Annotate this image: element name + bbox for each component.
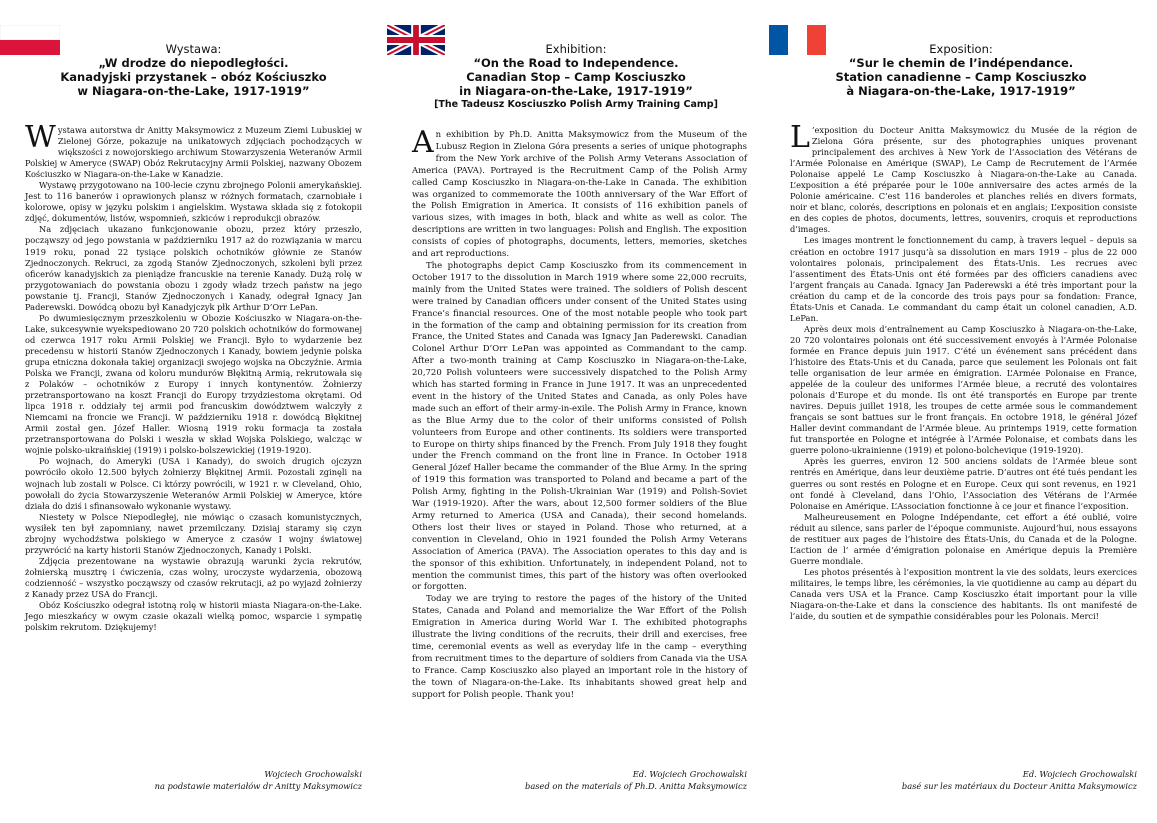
english-title-line-3: in Niagara-on-the-Lake, 1917-1919” — [459, 84, 693, 98]
french-paragraph: Les photos présentés à l’exposition montrent la vie des soldats, leurs exercices militaires, le temps libre, les cérémonies, la vie quotidienne au camp au départ du Canada vers USA et la France. Camp Kosciuszko était important pour la ville Niagara-on-the-Lake et dans la conscience des habitants. Ils ont manifesté de l’aide, du soutien et de sympathie considérables pour les Polonais. Merci! — [790, 566, 1137, 622]
polish-paragraph: Wystawa autorstwa dr Anitty Maksymowicz z Muzeum Ziemi Lubuskiej w Zielonej Górze, pokazuje na unikatowych zdjęciach pochodzących w większości z nowojorskiego archiwum Stowarzyszenia Weteranów Armii Polskiej w Ameryce (SWAP) Obóz Rekrutacyjny Armii Polskiej, nazwany Obozem Kościuszko w Niagara-on-the-Lake w Kanadzie. — [25, 120, 362, 180]
french-column — [765, 0, 1157, 823]
signature-author: Ed. Wojciech Grochowalski — [632, 769, 747, 779]
polish-paragraph: Po wojnach, do Ameryki (USA i Kanady), do swoich drugich ojczyzn powróciło około 12.500 byłych żołnierzy Błękitnej Armii. Pozostali zginęli na wojnach lub zostali w Polsce. Ci którzy powrócili, w 1921 r. w Cleveland, Ohio, powołali do życia Stowarzyszenie Weteranów Armii Polskiej w Ameryce, które działa do dziś i sfinansowało wykonanie wystawy. — [25, 456, 362, 511]
signature-author: Wojciech Grochowalski — [264, 769, 362, 779]
french-title-line-2: Station canadienne – Camp Kosciuszko — [835, 70, 1087, 84]
english-paragraph: Today we are trying to restore the pages of the history of the United States, Canada and Poland and memorialize the War Effort of the Polish Emigration in America during World War I. The exhibited photographs illustrate the living conditions of the recruits, their drill and exercises, free time, ceremonial events as well as everyday life in the camp – everything from recruitment times to the departure of soldiers from Canada via the USA to France. Camp Kosciuszko also played an important role in the history of the town of Niagara-on-the-Lake. Its inhabitants showed great help and support for Polish people. Thank you! — [412, 594, 747, 700]
polish-title-line-1: „W drodze do niepodległości. — [98, 56, 289, 70]
drop-cap: A — [412, 125, 434, 160]
drop-cap: L — [790, 120, 810, 155]
english-title-line-2: Canadian Stop – Camp Kosciuszko — [466, 70, 686, 84]
polish-title-line-2: Kanadyjski przystanek – obóz Kościuszko — [60, 70, 327, 84]
signature-note: basé sur les matériaux du Docteur Anitta Maksymowicz — [901, 781, 1137, 791]
french-paragraph: Après deux mois d’entraînement au Camp Kosciuszko à Niagara-on-the-Lake, 20 720 volontaires polonais ont été successivement envoyés à l’Armée Polonaise formée en France depuis juin 1917. C’été un événement sans précédent dans l’histoire des États-Unis et du Canada, parce que seulement les Polonais ont fait telle organisation de leur armée en émigration. L’Armée Polonaise en France, appelée de la couleur des uniformes l’Armée bleue, a recruté des volontaires polonais d’Europe et du monde. Ils ont été transportés en Europe par trente navires. Depuis juillet 1918, les troupes de cette armée sous le commandement français se sont battues sur le front français. En octobre 1918, le général Józef Haller devint commandant de l’Armée bleue. Au printemps 1919, cette formation fut transportée en Pologne et intégrée à l’Armée Polonaise, et combats dans les guerre polono-ukrainienne (1919) et polono-bolchevique (1919-1920). — [790, 323, 1137, 456]
polish-paragraph: Zdjęcia prezentowane na wystawie obrazują warunki życia rekrutów, żołnierską musztrę i ćwiczenia, czas wolny, uroczyste wydarzenia, obozową codzienność – wszystko począwszy od czasów rekrutacji, aż po wyjazd żołnierzy z Kanady przez USA do Francji. — [25, 555, 362, 599]
english-exhibition-label: Exhibition: — [545, 42, 607, 56]
polish-paragraph: Na zdjęciach ukazano funkcjonowanie obozu, przez który przeszło, począwszy od jego powstania w październiku 1917 aż do rozwiązania w marcu 1919 roku, ponad 22 tysiące polskich ochotników głównie ze Stanów Zjednoczonych. Rekruci, za zgodą Stanów Zjednoczonych, szkoleni byli przez oficerów kanadyjskich za pieniądze francuskie na terenie Kanady. Dużą rolę w przygotowaniach do powstania obozu i zgody władz trzech państw na jego powstanie tj. Francji, Stanów Zjednoczonych i Kanady, odegrał Ignacy Jan Paderewski. Dowódcą obozu był Kanadyjczyk płk Arthur D’Orr LePan. — [25, 224, 362, 312]
english-signature — [412, 768, 747, 792]
signature-author: Ed. Wojciech Grochowalski — [1022, 769, 1137, 779]
polish-paragraph: Wystawę przygotowano na 100-lecie czynu zbrojnego Polonii amerykańskiej. Jest to 116 banerów i oprawionych plansz w różnych formatach, czarnobiałe i kolorowe, opisy w języku polskim i angielskim. Wystawa składa się z fotokopii zdjęć, dokumentów, listów, wspomnień, szkiców i reprodukcji obrazów. — [25, 180, 362, 224]
english-column — [387, 0, 765, 823]
english-paragraph: The photographs depict Camp Kosciuszko from its commencement in October 1917 to the dissolution in March 1919 where some 22,000 recruits, mainly from the United States were trained. The soldiers of Polish descent were trained by Canadian officers under consent of the United States using France’s financial resources. One of the most notable people who took part in the formation of the camp and obtaining permission for its creation from France, the United States and Canada was Ignacy Jan Paderewski. Canadian Colonel Arthur D’Orr LePan was appointed as Commandant to the camp. After a two-month training at Camp Kosciuszko in Niagara-on-the-Lake, 20,720 Polish volunteers were successively dispatched to the Polish Army which has started forming in France in June 1917. It was an unprecedented event in the history of the United States and Canada, as only Poles have made such an effort of their army-in-exile. The Polish Army in France, known as the Blue Army due to the color of their uniforms consisted of Polish volunteers from Europe and other continents. Its soldiers were transported to Europe on thirty ships financed by the French. From July 1918 they fought under the French command on the front line in France. In October 1918 General Józef Haller became the commander of the Blue Army. In the spring of 1919 this formation was transported to Poland and became a part of the Polish Army, fighting in the Polish-Ukrainian War (1919) and Polish-Soviet War (1919-1920). After the wars, about 12,500 former soldiers of the Blue Army returned to America (USA and Canada), their second homelands. Others lost their lives or stayed in Poland. Those who returned, at a convention in Cleveland, Ohio in 1921 founded the Polish Army Veterans Association of America (PAVA). The Association operates to this day and is the sponsor of this exhibition. Unfortunately, in independent Poland, not to mention the communist times, this part of the history was often overlooked or forgotten. — [412, 260, 747, 593]
polish-column — [0, 0, 387, 823]
polish-title-line-3: w Niagara-on-the-Lake, 1917-1919” — [77, 84, 310, 98]
french-title-line-3: à Niagara-on-the-Lake, 1917-1919” — [846, 84, 1076, 98]
french-paragraph: Les images montrent le fonctionnement du camp, à travers lequel – depuis sa création en octobre 1917 jusqu’à sa dissolution en mars 1919 – plus de 22 000 volontaires polonais, principalement des États-Unis. Les recrues avec l’assentiment des États-Unis ont été formées par des officiers canadiens avec l’argent français au Canada. Ignacy Jan Paderewski a été très important pour la création du camp et de la concorde des trois pays pour sa fondation: France, États-Unis et Canada. Le commandant du camp était un colonel canadien, A.D. LePan. — [790, 235, 1137, 323]
french-signature — [790, 768, 1137, 792]
drop-cap: W — [25, 120, 56, 155]
polish-heading — [0, 42, 387, 98]
french-paragraph: Malheureusement en Pologne Indépendante, cet effort a été oublié, voire réduit au silence, sans parler de l’époque communiste. Aujourd’hui, nous essayons de restituer aux pages de l’histoire des États-Unis, du Canada et de la Pologne. L’action de l’ armée d’émigration polonaise en Amérique depuis la Première Guerre mondiale. — [790, 511, 1137, 566]
english-title-line-1: “On the Road to Independence. — [473, 56, 679, 70]
french-paragraph: Après les guerres, environ 12 500 anciens soldats de l’Armée bleue sont rentrés en Amérique, dans leur deuxième patrie. D’autres ont été tués pendant les guerres ou sont restés en Pologne et en Europe. Ceux qui sont revenus, en 1921 ont fondé à Cleveland, dans l’Ohio, l’Association des Vétérans de l’Armée Polonaise en Amérique. L’Association fonctionne à ce jour et finance l’exposition. — [790, 456, 1137, 511]
french-title-line-1: “Sur le chemin de l’indépendance. — [848, 56, 1074, 70]
signature-note: na podstawie materiałów dr Anitty Maksymowicz — [154, 781, 362, 791]
english-paragraph: An exhibition by Ph.D. Anitta Maksymowicz from the Museum of the Lubusz Region in Zielona Góra presents a series of unique photographs from the New York archive of the Polish Army Veterans Association of America (PAVA). Portrayed is the Recruitment Camp of the Polish Army called Camp Kosciuszko in Niagara-on-the-Lake in Canada. The exhibition was organized to commemorate the 100th anniversary of the War Effort of the Polish Emigration in America. It consists of 116 exhibition panels of various sizes, with images in both, black and white as well as color. The descriptions are written in two languages: Polish and English. The exposition consists of copies of photographs, documents, letters, memories, sketches and art reproductions. — [412, 125, 747, 260]
polish-paragraph: Obóz Kościuszko odegrał istotną rolę w historii miasta Niagara-on-the-Lake. Jego mieszkańcy w owym czasie okazali wielką pomoc, wsparcie i sympatię polskim rekrutom. Dziękujemy! — [25, 600, 362, 633]
polish-paragraph: Niestety w Polsce Niepodległej, nie mówiąc o czasach komunistycznych, wysiłek ten był zapomniany, nawet przemilczany. Dzisiaj staramy się czyn zbrojny wychodźstwa polskiego w Ameryce z czasów I wojny światowej przywrócić na karty historii Stanów Zjednoczonych, Kanady i Polski. — [25, 511, 362, 555]
french-heading — [765, 42, 1157, 98]
polish-paragraph: Po dwumiesięcznym przeszkoleniu w Obozie Kościuszko w Niagara-on-the-Lake, sukcesywnie wyekspediowano 20 720 polskich ochotników do formowanej od czerwca 1917 roku Armii Polskiej we Francji. Było to wydarzenie bez precedensu w historii Stanów Zjednoczonych i Kanady, bowiem jedynie polska grupa etniczna dokonała takiej organizacji swojego wojska na Obczyźnie. Armia Polska we Francji, zwana od koloru mundurów Błękitną Armią, rekrutowała się z Polaków – ochotników z Europy i innych kontynentów. Żołnierzy przetransportowano na koszt Francji do Europy trzydziestoma okrętami. Od lipca 1918 r. oddziały tej armii pod francuskim dowództwem walczyły z Niemcami na froncie we Francji. W październiku 1918 r. dowódcą Błękitnej Armii został gen. Józef Haller. Wiosną 1919 roku formacja ta została przetransportowana do Polski i weszła w skład Wojska Polskiego, walcząc w wojnie polsko-ukraińskiej (1919) i polsko-bolszewickiej (1919-1920). — [25, 312, 362, 456]
polish-exhibition-label: Wystawa: — [165, 42, 222, 56]
polish-body-text — [25, 120, 362, 633]
french-body-text — [790, 120, 1137, 622]
french-paragraph: L ’exposition du Docteur Anitta Maksymowicz du Musée de la région de Zielona Góra présente, sur des photographies uniques provenant principalement des archives à New York de l’Association des Vétérans de l’Armée Polonaise en Amérique (SWAP), Le Camp de Recrutement de l’Armée Polonaise appelé Le Camp Kosciuszko à Niagara-on-the-Lake au Canada. L’exposition a été préparée pour le 100e anniversaire des actes armés de la Polonie américaine. C’est 116 banderoles et planches reliés en divers formats, noir et blanc, colorés, descriptions en polonais et en anglais; L’exposition consiste en des copies de photos, documents, lettres, souvenirs, croquis et reproductions d’images. — [790, 120, 1137, 235]
french-exhibition-label: Exposition: — [929, 42, 993, 56]
english-heading — [387, 42, 765, 112]
signature-note: based on the materials of Ph.D. Anitta Maksymowicz — [525, 781, 747, 791]
polish-signature — [25, 768, 362, 792]
english-body-text — [412, 125, 747, 702]
english-subtitle: [The Tadeusz Kosciuszko Polish Army Training Camp] — [434, 99, 718, 110]
